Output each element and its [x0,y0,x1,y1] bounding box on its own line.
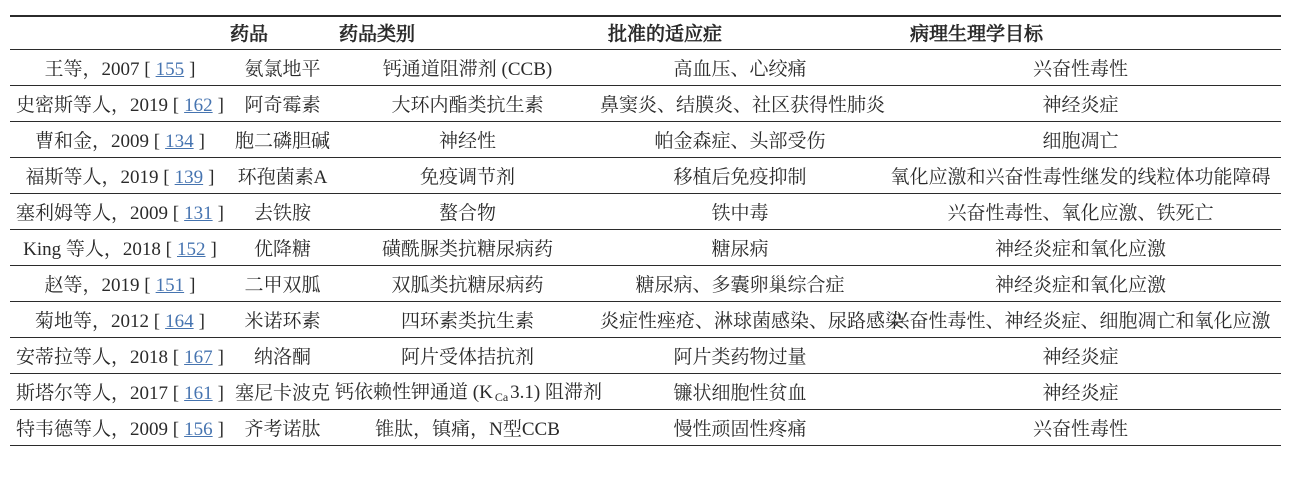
study-citation-text: 福斯等人，2019 [ [25,166,170,188]
drug-class-cell: 双胍类抗糖尿病药 [335,265,600,301]
subscript-text: Ca [494,390,509,404]
drug-name-cell: 胞二磷胆碱 [230,121,335,157]
reference-link[interactable]: 167 [184,346,213,368]
col-header-indication: 批准的适应症 [600,16,880,49]
study-citation-bracket: ] [189,58,196,80]
study-citation-bracket: ] [217,346,224,368]
study-citation-bracket: ] [217,94,224,116]
target-cell: 兴奋性毒性 [880,409,1281,445]
drug-name-cell: 齐考诺肽 [230,409,335,445]
study-citation-cell [10,85,230,121]
study-citation-cell [10,193,230,229]
indication-cell: 移植后免疫抑制 [600,157,880,193]
study-citation-text: 赵等，2019 [ [44,274,151,296]
study-citation-text: King 等人，2018 [ [23,238,172,260]
drug-repurposing-table [10,15,1281,446]
table-row [10,301,1281,337]
study-citation-text: 特韦德等人，2009 [ [16,418,180,440]
col-header-drug: 药品 [230,16,335,49]
drug-class-cell: 神经性 [335,121,600,157]
target-cell: 兴奋性毒性、氧化应激、铁死亡 [880,193,1281,229]
target-cell: 神经炎症 [880,373,1281,409]
study-citation-cell [10,157,230,193]
reference-link[interactable]: 151 [155,274,185,296]
study-citation-text: 史密斯等人，2019 [ [16,94,180,116]
drug-name-cell: 环孢菌素A [230,157,335,193]
study-citation-bracket: ] [208,166,215,188]
study-citation-cell [10,121,230,157]
table-row [10,265,1281,301]
col-header-study [10,16,230,49]
study-citation-cell [10,301,230,337]
indication-cell: 帕金森症、头部受伤 [600,121,880,157]
table-row [10,409,1281,445]
target-cell: 兴奋性毒性 [880,49,1281,85]
indication-cell: 镰状细胞性贫血 [600,373,880,409]
header-row [10,16,1281,49]
table-row [10,193,1281,229]
target-cell: 氧化应激和兴奋性毒性继发的线粒体功能障碍 [880,157,1281,193]
table-row [10,85,1281,121]
drug-name-cell: 塞尼卡波克 [230,373,335,409]
target-cell: 神经炎症 [880,337,1281,373]
reference-link[interactable]: 161 [184,382,213,404]
reference-link[interactable]: 152 [177,238,206,260]
indication-cell: 铁中毒 [600,193,880,229]
study-citation-bracket: ] [217,418,224,440]
target-cell: 神经炎症 [880,85,1281,121]
drug-class-cell: 大环内酯类抗生素 [335,85,600,121]
table-row [10,229,1281,265]
indication-cell: 阿片类药物过量 [600,337,880,373]
drug-name-cell: 纳洛酮 [230,337,335,373]
drug-name-cell: 优降糖 [230,229,335,265]
col-header-drug-class: 药品类别 [335,16,600,49]
study-citation-cell [10,373,230,409]
reference-link[interactable]: 162 [184,94,213,116]
drug-class-cell: 免疫调节剂 [335,157,600,193]
indication-cell: 高血压、心绞痛 [600,49,880,85]
drug-class-cell [335,373,600,409]
table-row [10,121,1281,157]
drug-class-cell: 螯合物 [335,193,600,229]
study-citation-text: 王等，2007 [ [44,58,151,80]
reference-link[interactable]: 139 [174,166,204,188]
reference-link[interactable]: 131 [184,202,213,224]
study-citation-cell [10,409,230,445]
indication-cell: 慢性顽固性疼痛 [600,409,880,445]
study-citation-text: 塞利姆等人，2009 [ [16,202,180,224]
drug-class-cell: 钙通道阻滞剂 (CCB) [335,49,600,85]
indication-cell: 糖尿病 [600,229,880,265]
target-cell: 兴奋性毒性、神经炎症、细胞凋亡和氧化应激 [880,301,1281,337]
study-citation-cell [10,265,230,301]
drug-class-cell: 四环素类抗生素 [335,301,600,337]
indication-cell: 炎症性痤疮、淋球菌感染、尿路感染 [600,301,880,337]
table-row [10,373,1281,409]
drug-name-cell: 米诺环素 [230,301,335,337]
indication-cell: 糖尿病、多囊卵巢综合症 [600,265,880,301]
table-row [10,337,1281,373]
drug-class-cell: 锥肽，镇痛，N型CCB [335,409,600,445]
study-citation-cell [10,49,230,85]
drug-class-text: 3.1) 阻滞剂 [510,382,602,403]
drug-name-cell: 阿奇霉素 [230,85,335,121]
study-citation-bracket: ] [198,310,205,332]
study-citation-bracket: ] [198,130,205,152]
drug-class-text: 钙依赖性钾通道 (K [335,382,493,403]
study-citation-bracket: ] [217,382,224,404]
study-citation-text: 斯塔尔等人，2017 [ [16,382,180,404]
drug-class-cell: 阿片受体拮抗剂 [335,337,600,373]
reference-link[interactable]: 155 [155,58,185,80]
reference-link[interactable]: 134 [165,130,194,152]
drug-name-cell: 二甲双胍 [230,265,335,301]
table-body [10,49,1281,445]
study-citation-cell [10,337,230,373]
reference-link[interactable]: 156 [184,418,213,440]
table-row [10,157,1281,193]
target-cell: 细胞凋亡 [880,121,1281,157]
study-citation-bracket: ] [210,238,217,260]
reference-link[interactable]: 164 [165,310,194,332]
indication-cell: 鼻窦炎、结膜炎、社区获得性肺炎 [600,85,880,121]
study-citation-cell [10,229,230,265]
study-citation-text: 曹和金，2009 [ [35,130,161,152]
study-citation-text: 安蒂拉等人，2018 [ [16,346,180,368]
drug-name-cell: 去铁胺 [230,193,335,229]
target-cell: 神经炎症和氧化应激 [880,229,1281,265]
study-citation-bracket: ] [217,202,224,224]
drug-name-cell: 氨氯地平 [230,49,335,85]
col-header-target: 病理生理学目标 [880,16,1281,49]
table-row [10,49,1281,85]
drug-class-cell: 磺酰脲类抗糖尿病药 [335,229,600,265]
study-citation-bracket: ] [189,274,196,296]
target-cell: 神经炎症和氧化应激 [880,265,1281,301]
study-citation-text: 菊地等，2012 [ [35,310,161,332]
